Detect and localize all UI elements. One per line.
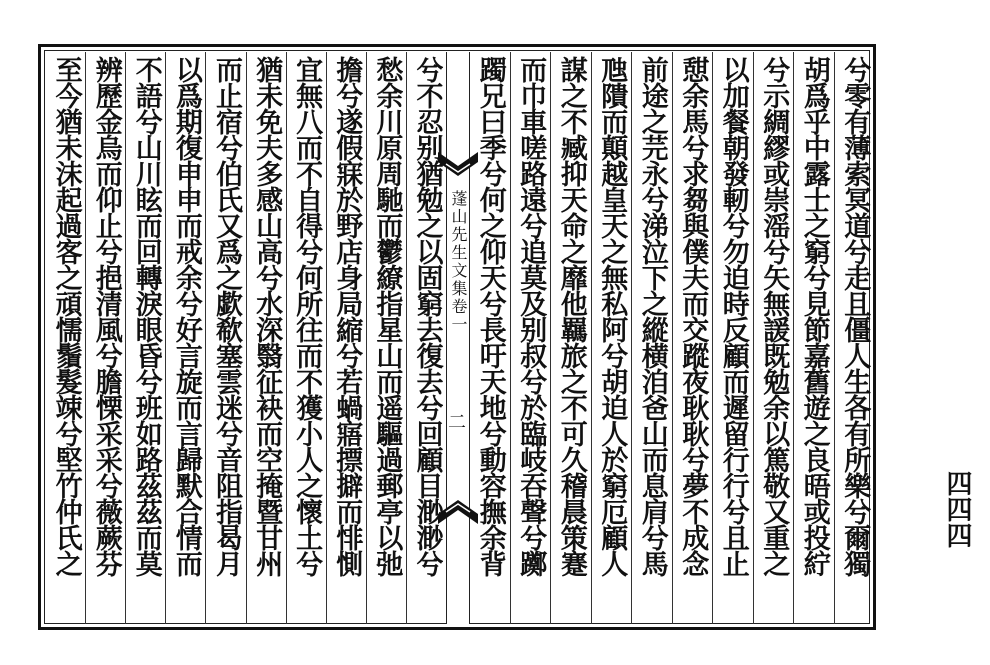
column-text: 猶未免夫多感山高兮水深翳征袂而空掩暨甘州 — [251, 56, 283, 576]
text-column — [125, 52, 165, 624]
column-text: 宜無八而不自得兮何所往而不獲小人之懷土兮 — [291, 56, 323, 576]
column-text: 虺隤而顛越皇天之無私阿兮胡迫人於窮厄顧人 — [596, 56, 628, 576]
text-column — [46, 52, 85, 624]
leaf-number: 二 — [445, 412, 466, 430]
column-text: 以加餐朝發軔兮勿迫時反顧而遲留行行兮且止 — [717, 56, 749, 576]
text-column — [246, 52, 286, 624]
column-text: 謀之不臧抑天命之靡他羈旅之不可久稽晨策蹇 — [555, 56, 587, 576]
volume-title: 蓬山先生文集卷一 — [449, 190, 468, 334]
column-text: 辨歷金烏而仰止兮挹清風兮膽慄采采兮薇蕨芬 — [90, 56, 122, 576]
text-column — [712, 52, 753, 624]
column-text: 憇余馬兮求芻與僕夫而交蹤夜耿耿兮夢不成念 — [677, 56, 709, 576]
margin-page-number: 四四四 — [942, 470, 972, 548]
text-column — [591, 52, 632, 624]
text-column — [793, 52, 834, 624]
text-column — [510, 52, 551, 624]
text-column — [470, 52, 510, 624]
text-column — [631, 52, 672, 624]
column-text: 胡爲乎中露士之窮兮見節嘉舊遊之良晤或投紵 — [798, 56, 830, 576]
center-fold — [446, 52, 470, 624]
text-column — [286, 52, 326, 624]
text-column — [834, 52, 875, 624]
column-text: 愁余川原周馳而鬱繚指星山而遥驅過郵亭以弛 — [371, 56, 403, 576]
column-text: 兮零有薄索冥道兮走且僵人生各有所樂兮爾獨 — [839, 56, 871, 576]
column-text: 兮不忍别猶勉之以固窮去復去兮回顧目渺渺兮 — [411, 56, 443, 576]
text-column — [753, 52, 794, 624]
text-column — [326, 52, 366, 624]
right-half-columns — [470, 52, 874, 624]
column-text: 而止宿兮伯氏又爲之歔欷塞雲迷兮音阻指曷月 — [210, 56, 242, 576]
text-column — [85, 52, 125, 624]
column-text: 擔兮遂假寐於野店身局縮兮若蝸寤摽擗而悱惻 — [331, 56, 363, 576]
column-text: 前途之芫永兮涕泣下之縱横洎爸山而息肩兮馬 — [636, 56, 668, 576]
text-column — [672, 52, 713, 624]
column-text: 以爲期復申申而戒余兮好言旋而言歸默合情而 — [170, 56, 202, 576]
text-column — [366, 52, 406, 624]
left-half-columns — [46, 52, 446, 624]
text-column — [406, 52, 446, 624]
column-text: 而巾車嗟路遠兮追莫及别叔兮於臨岐吞聲兮躑 — [515, 56, 547, 576]
text-column — [205, 52, 245, 624]
column-text: 兮示綢繆或崇滛兮矢無諼既勉余以篤敬又重之 — [758, 56, 790, 576]
text-column — [165, 52, 205, 624]
text-column — [550, 52, 591, 624]
column-text: 躅兄曰季兮何之仰天兮長吁天地兮動容撫余背 — [474, 56, 506, 576]
column-text: 至今猶未沫起過客之頑懦鬚髮竦兮堅竹仲氏之 — [50, 56, 82, 576]
column-text: 不語兮山川眩而回轉淚眼昏兮班如路茲茲而莫 — [130, 56, 162, 576]
